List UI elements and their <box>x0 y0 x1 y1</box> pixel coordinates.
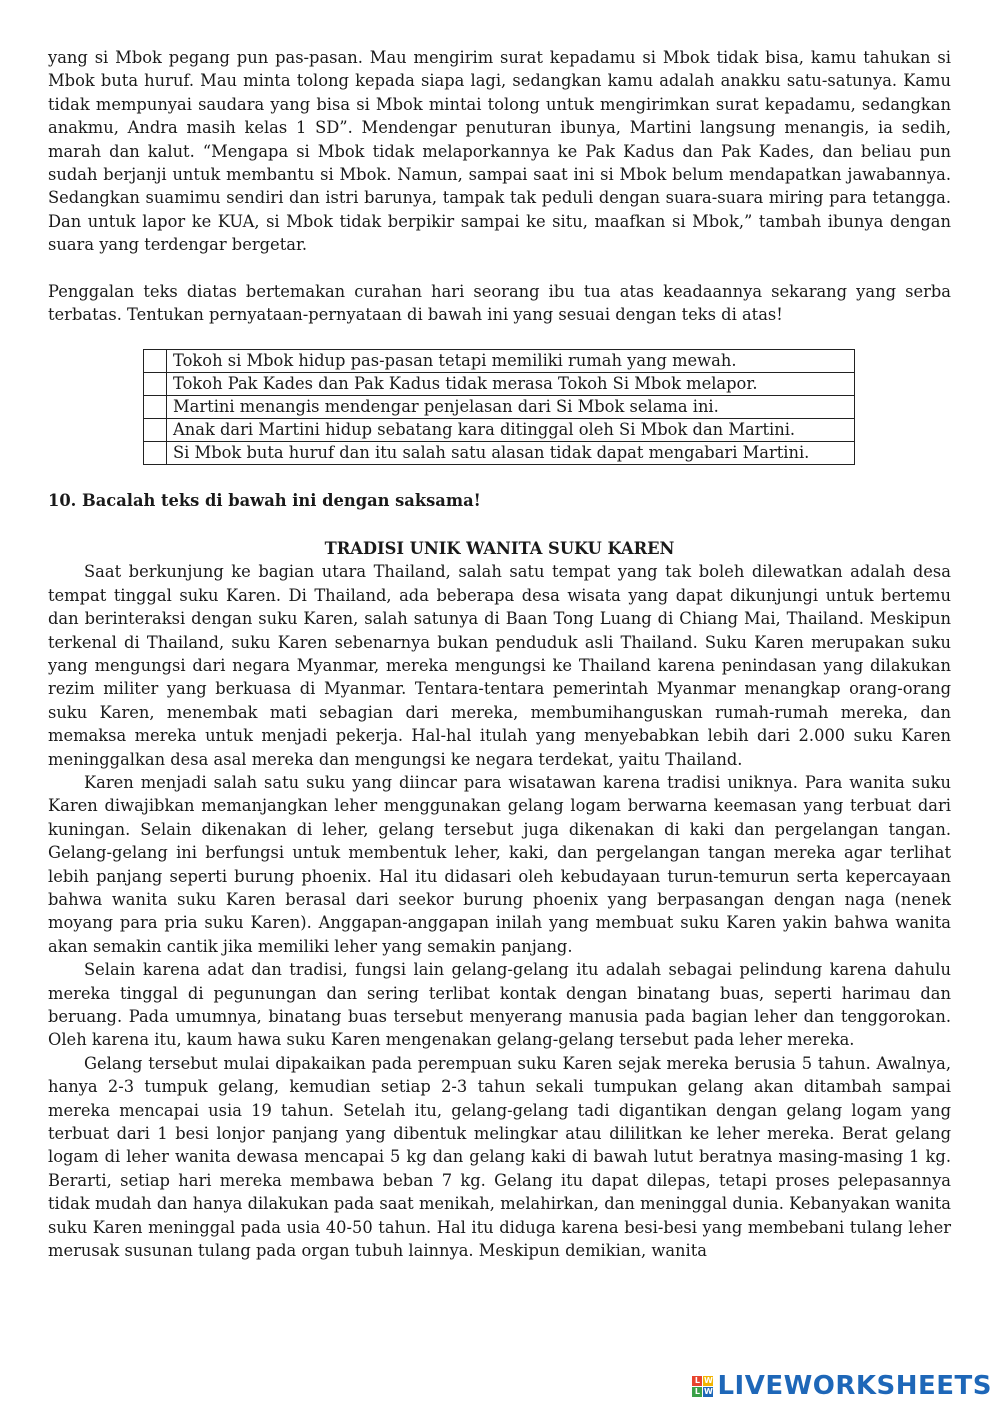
article-paragraph: Gelang tersebut mulai dipakaikan pada perempuan suku Karen sejak mereka berusia 5 tahun. Awalnya, hanya 2-3 tumpuk gelang, kemudian setiap 2-3 tahun sekali tumpukan gelang akan ditambah sampai mereka mencapai usia 19 tahun. Setelah itu, gelang-gelang tadi digantikan dengan gelang logam yang terbuat dari 1 besi lonjor panjang yang dibentuk melingkar atau dililitkan ke leher mereka. Berat gelang logam di leher wanita dewasa mencapai 5 kg dan gelang kaki di bawah lutut beratnya masing-masing 1 kg. Berarti, setiap hari mereka membawa beban 7 kg. Gelang itu dapat dilepas, tetapi proses pelepasannya tidak mudah dan hanya dilakukan pada saat menikah, melahirkan, dan meninggal dunia. Kebanyakan wanita suku Karen meninggal pada usia 40-50 tahun. Hal itu diduga karena besi-besi yang membebani tulang leher merusak susunan tulang pada organ tubuh lainnya. Meskipun demikian, wanita <box>48 1053 951 1261</box>
answer-checkbox[interactable] <box>144 373 167 396</box>
statement-text: Tokoh si Mbok hidup pas-pasan tetapi memiliki rumah yang mewah. <box>167 350 855 373</box>
statement-text: Si Mbok buta huruf dan itu salah satu alasan tidak dapat mengabari Martini. <box>167 442 855 465</box>
article-title: TRADISI UNIK WANITA SUKU KAREN <box>324 538 675 558</box>
statement-row <box>144 396 855 419</box>
statement-row <box>144 373 855 396</box>
article-paragraph: Karen menjadi salah satu suku yang diincar para wisatawan karena tradisi uniknya. Para wanita suku Karen diwajibkan memanjangkan leher menggunakan gelang logam berwarna keemasan yang terbuat dari kuningan. Selain dikenakan di leher, gelang tersebut juga dikenakan di kaki dan pergelangan tangan. Gelang-gelang ini berfungsi untuk membentuk leher, kaki, dan pergelangan tangan mereka agar terlihat lebih panjang seperti burung phoenix. Hal itu didasari oleh kebudayaan turun-temurun serta kepercayaan bahwa wanita suku Karen berasal dari seekor burung phoenix yang berpasangan dengan naga (nenek moyang para pria suku Karen). Anggapan-anggapan inilah yang membuat suku Karen yakin bahwa wanita akan semakin cantik jika memiliki leher yang semakin panjang. <box>48 772 951 956</box>
statement-row <box>144 350 855 373</box>
answer-checkbox[interactable] <box>144 419 167 442</box>
liveworksheets-logo-icon: L W L W <box>692 1376 713 1397</box>
liveworksheets-brand[interactable] <box>692 1371 992 1401</box>
story-excerpt: yang si Mbok pegang pun pas-pasan. Mau mengirim surat kepadamu si Mbok tidak bisa, kamu tahukan si Mbok buta huruf. Mau minta tolong kepada siapa lagi, sedangkan kamu adalah anakku satu-satunya. Kamu tidak mempunyai saudara yang bisa si Mbok mintai tolong untuk mengirimkan surat kepadamu, sedangkan anakmu, Andra masih kelas 1 SD”. Mendengar penuturan ibunya, Martini langsung menangis, ia sedih, marah dan kalut. “Mengapa si Mbok tidak melaporkannya ke Pak Kadus dan Pak Kades, dan beliau pun sudah berjanji untuk membantu si Mbok. Namun, sampai saat ini si Mbok belum mendapatkan jawabannya. Sedangkan suamimu sendiri dan istri barunya, tampak tak peduli dengan suara-suara miring para tetangga. Dan untuk lapor ke KUA, si Mbok tidak berpikir sampai ke situ, maafkan si Mbok,” tambah ibunya dengan suara yang terdengar bergetar. <box>48 48 951 255</box>
answer-checkbox[interactable] <box>144 442 167 465</box>
answer-checkbox[interactable] <box>144 350 167 373</box>
statement-row <box>144 419 855 442</box>
statement-text: Anak dari Martini hidup sebatang kara ditinggal oleh Si Mbok dan Martini. <box>167 419 855 442</box>
question-heading: 10. Bacalah teks di bawah ini dengan saksama! <box>48 491 481 511</box>
instruction-text: Penggalan teks diatas bertemakan curahan hari seorang ibu tua atas keadaannya sekarang yang serba terbatas. Tentukan pernyataan-pernyataan di bawah ini yang sesuai dengan teks di atas! <box>48 281 951 325</box>
worksheet-page <box>48 46 951 1262</box>
article-paragraph: Selain karena adat dan tradisi, fungsi lain gelang-gelang itu adalah sebagai pelindung karena dahulu mereka tinggal di pegunungan dan sering terlibat kontak dengan binatang buas, seperti harimau dan beruang. Pada umumnya, binatang buas tersebut menyerang manusia pada bagian leher dan tenggorokan. Oleh karena itu, kaum hawa suku Karen mengenakan gelang-gelang tersebut pada leher mereka. <box>48 960 951 1050</box>
answer-checkbox[interactable] <box>144 396 167 419</box>
article-paragraph: Saat berkunjung ke bagian utara Thailand, salah satu tempat yang tak boleh dilewatkan adalah desa tempat tinggal suku Karen. Di Thailand, ada beberapa desa wisata yang dapat dikunjungi untuk bertemu dan berinteraksi dengan suku Karen, salah satunya di Baan Tong Luang di Chiang Mai, Thailand. Meskipun terkenal di Thailand, suku Karen sebenarnya bukan penduduk asli Thailand. Suku Karen merupakan suku yang mengungsi dari negara Myanmar, mereka mengungsi ke Thailand karena penindasan yang dilakukan rezim militer yang berkuasa di Myanmar. Tentara-tentara pemerintah Myanmar menangkap orang-orang suku Karen, menembak mati sebagian dari mereka, membumihanguskan rumah-rumah mereka, dan memaksa mereka untuk menjadi pekerja. Hal-hal itulah yang menyebabkan lebih dari 2.000 suku Karen meninggalkan desa asal mereka dan mengungsi ke negara terdekat, yaitu Thailand. <box>48 562 951 769</box>
statement-text: Tokoh Pak Kades dan Pak Kadus tidak merasa Tokoh Si Mbok melapor. <box>167 373 855 396</box>
statement-text: Martini menangis mendengar penjelasan dari Si Mbok selama ini. <box>167 396 855 419</box>
statement-table <box>143 349 855 465</box>
statement-row <box>144 442 855 465</box>
brand-name: LIVEWORKSHEETS <box>717 1371 992 1401</box>
